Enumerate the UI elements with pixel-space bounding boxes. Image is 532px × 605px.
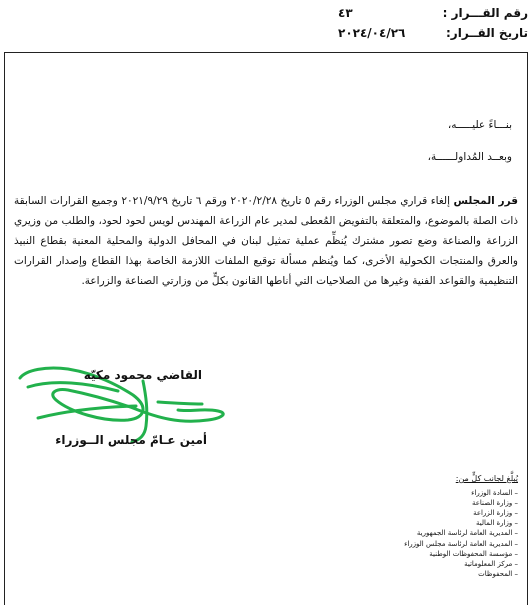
preamble-line-basis: بنـــاءً عليـــــه، <box>447 119 512 131</box>
preamble-line-deliberation: وبعــد المُداولــــــة، <box>427 151 512 163</box>
distribution-item: – السادة الوزراء <box>398 488 518 498</box>
distribution-item: – المحفوظات <box>398 569 518 579</box>
decision-date-row <box>338 26 528 46</box>
distribution-item: – المديرية العامة لرئاسة الجمهورية <box>398 528 518 538</box>
distribution-item: – مؤسسة المحفوظات الوطنية <box>398 549 518 559</box>
decision-lead: قرر المجلس <box>453 195 518 207</box>
distribution-item: – وزارة الصناعة <box>398 498 518 508</box>
decision-number-label: رقم القـــرار : <box>442 6 528 20</box>
signatory-title: أمين عـامّ مجلس الــوزراء <box>55 433 207 447</box>
decision-date-label: تاريخ القــرار: <box>446 26 528 40</box>
decision-number-row <box>338 6 528 26</box>
distribution-item: – وزارة المالية <box>398 518 518 528</box>
document-body <box>14 115 518 302</box>
distribution-list <box>398 474 518 579</box>
decision-date-value: ٢٠٢٤/٠٤/٢٦ <box>338 26 406 40</box>
signatory-name: القاضي محمود مكيّه <box>83 368 202 382</box>
distribution-item: – مركز المعلوماتية <box>398 559 518 569</box>
decision-number-value: ٤٣ <box>338 6 353 20</box>
distribution-item: – وزارة الزراعة <box>398 508 518 518</box>
decision-paragraph <box>14 191 518 291</box>
distribution-title: يُبلَّغ لجانب كلٍّ من: <box>455 474 518 483</box>
page-border-left <box>4 52 5 605</box>
page-border-right <box>527 52 528 605</box>
decision-header <box>338 6 528 46</box>
preamble <box>14 115 518 167</box>
distribution-item: – المديرية العامة لرئاسة مجلس الوزراء <box>398 539 518 549</box>
header-divider <box>4 52 528 53</box>
decision-text: إلغاء قراري مجلس الوزراء رقم ٥ تاريخ ٢٠٢٠/٢/٢٨ ورقم ٦ تاريخ ٢٠٢١/٩/٢٩ وجميع القرارات السابقة ذات الصلة بالموضوع، والمتعلقة بالتفويض المُعطى لمدير عام الزراعة المهندس لويس لحود لحود، والطلب من وزيري الزراعة والصناعة وضع تصور مشترك يُنظِّم عملية تمثيل لبنان في المحافل الدولية والمحلية المعنية بقطاع النبيذ والعرق والمنتجات الكحولية الأخرى، كما ويُنظم مسألة توقيع الملفات اللازمة الخاصة بهذا القطاع وإصدار القرارات التنظيمية والقواعد الفنية وغيرها من الصلاحيات التي أناطها القانون بكلٍّ من وزارتي الصناعة والزراعة. <box>14 195 518 287</box>
